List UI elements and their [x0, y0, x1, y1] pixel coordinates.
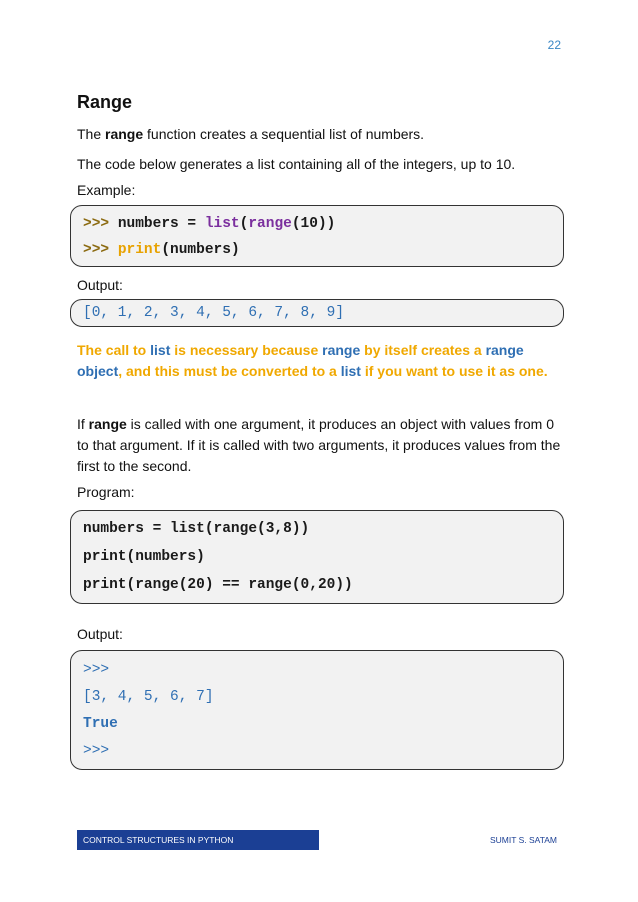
note-text-3: by itself creates a [360, 342, 486, 358]
prompt-symbol: >>> [83, 216, 118, 232]
intro-paragraph [77, 124, 562, 145]
output-label-2: Output: [77, 626, 123, 642]
output-2-line-3: True [83, 716, 118, 732]
code-args: (10)) [291, 216, 336, 232]
program-label: Program: [77, 484, 135, 500]
example-label: Example: [77, 182, 136, 198]
note-keyword-range: range [322, 342, 361, 358]
note-text-1: The call to [77, 342, 151, 358]
program-line-1: numbers = list(range(3,8)) [83, 521, 310, 537]
page-number: 22 [547, 38, 561, 52]
program-line-2: print(numbers) [83, 549, 205, 565]
note-text-4: , and this must be converted to a [118, 363, 341, 379]
note-paragraph [77, 340, 567, 382]
output-2-line-4: >>> [83, 743, 110, 759]
example-code-line-1 [83, 211, 563, 237]
prompt-symbol: >>> [83, 242, 118, 258]
example-code-line-2 [83, 237, 563, 263]
output-box-2 [70, 650, 564, 770]
note-keyword-list: list [150, 342, 171, 358]
code-paren: ( [239, 216, 249, 232]
output-label-1: Output: [77, 277, 123, 293]
footer-author: SUMIT S. SATAM [319, 830, 561, 850]
output-2-line-1: >>> [83, 662, 110, 678]
description-paragraph: The code below generates a list containing all of the integers, up to 10. [77, 156, 516, 172]
footer-book-title: CONTROL STRUCTURES IN PYTHON [77, 830, 319, 850]
range-args-paragraph [77, 414, 562, 477]
output-2-line-2: [3, 4, 5, 6, 7] [83, 689, 214, 705]
intro-keyword: range [105, 126, 144, 142]
note-keyword-list-2: list [340, 363, 361, 379]
note-text-5: if you want to use it as one. [360, 363, 548, 379]
example-code-box [70, 205, 564, 267]
code-list-fn: list [204, 216, 240, 232]
output-box-1 [70, 299, 564, 327]
program-code-box [70, 510, 564, 604]
section-title: Range [77, 92, 133, 112]
para2-before: If [77, 416, 89, 432]
code-print-fn: print [117, 242, 162, 258]
intro-before: The [77, 126, 106, 142]
code-var: numbers = [117, 216, 205, 232]
program-line-3: print(range(20) == range(0,20)) [83, 577, 353, 593]
para2-after: is called with one argument, it produces an object with values from 0 to that argument. If it is called with two arguments, it produces values from the first to the second. [77, 416, 561, 474]
para2-keyword: range [88, 416, 127, 432]
intro-after: function creates a sequential list of numbers. [143, 126, 425, 142]
note-text-2: is necessary because [170, 342, 323, 358]
code-args: (numbers) [161, 242, 240, 258]
note-keyword-range-object: range object [77, 342, 524, 379]
code-range-fn: range [248, 216, 292, 232]
output-1-text: [0, 1, 2, 3, 4, 5, 6, 7, 8, 9] [83, 305, 345, 321]
